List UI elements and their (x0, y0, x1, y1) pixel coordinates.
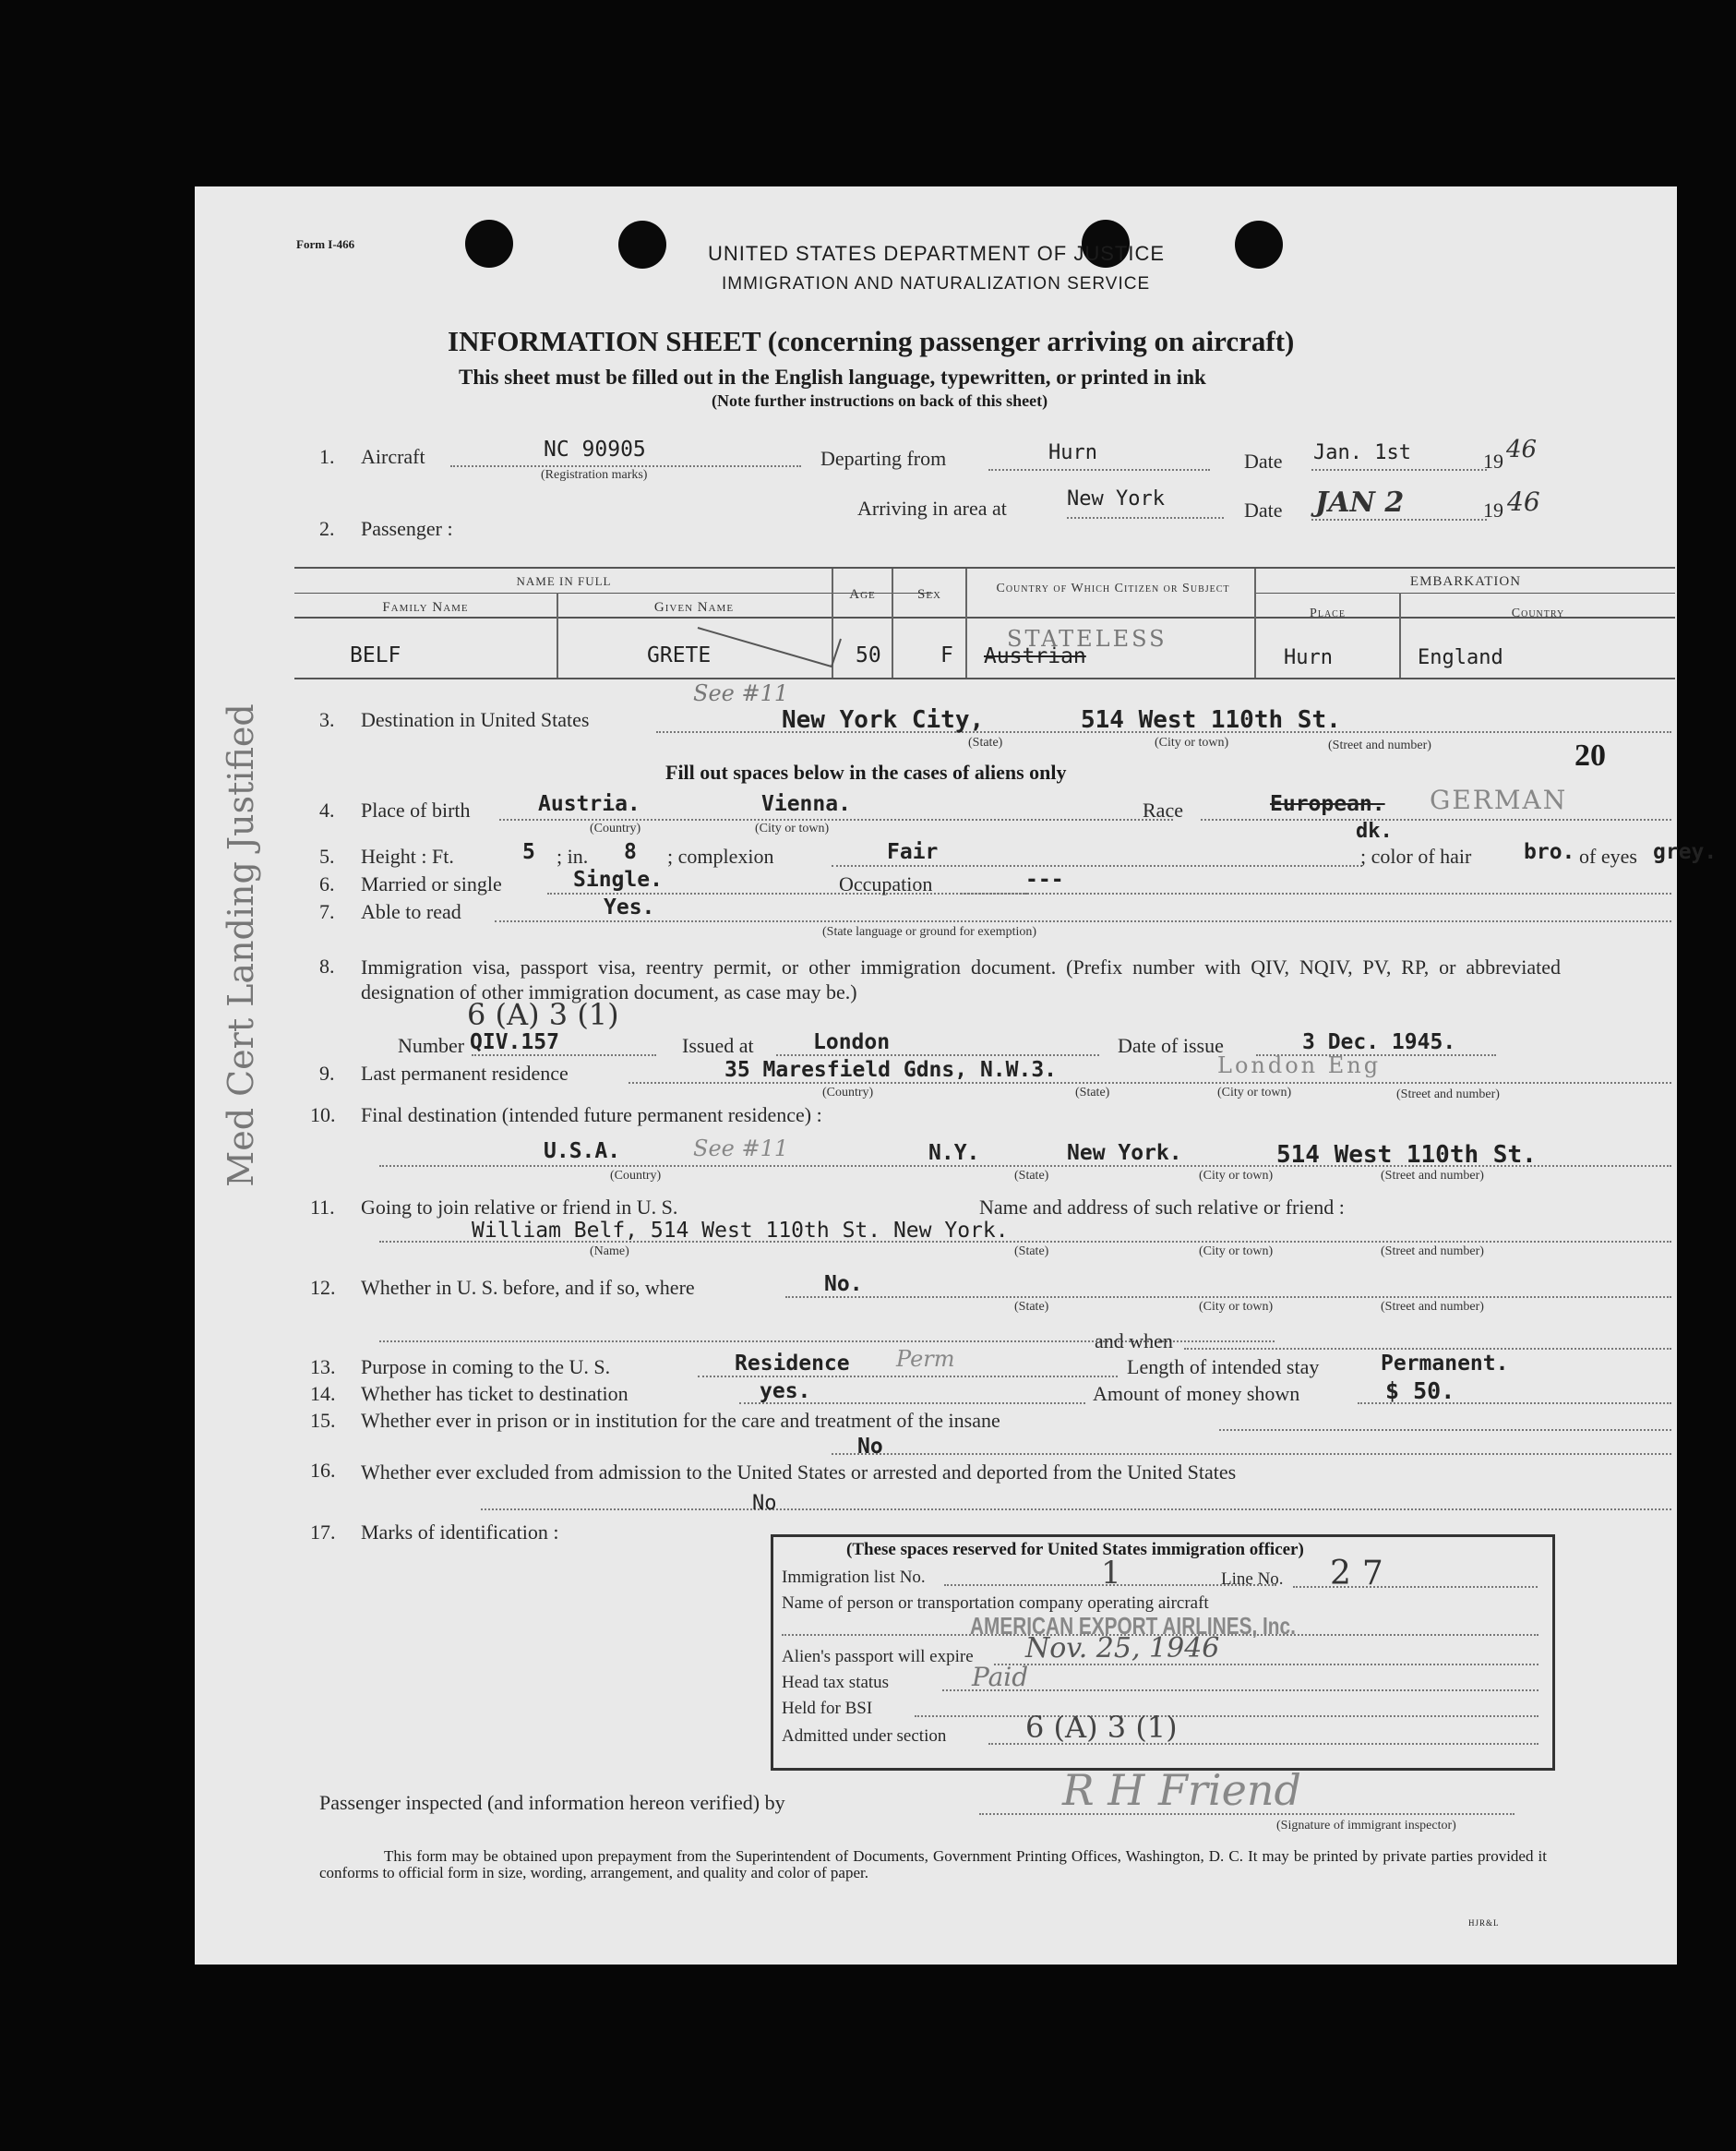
operator-stamp: AMERICAN EXPORT AIRLINES, Inc. (970, 1612, 1296, 1640)
item-number: 4. (319, 799, 335, 822)
aliens-only-heading: Fill out spaces below in the cases of aliens only (665, 761, 1067, 784)
name-in-full-header: NAME IN FULL (516, 574, 612, 588)
citizenship-header: Country of Which Citizen or Subject (996, 582, 1230, 595)
immigration-list-value: 1 (1101, 1555, 1121, 1592)
registration-marks-caption: (Registration marks) (541, 468, 648, 482)
table-header-rule (1254, 593, 1675, 594)
arriving-line (1067, 517, 1224, 519)
embark-country-value: England (1418, 646, 1503, 669)
height-ft-value: 5 (522, 840, 535, 864)
city-caption: (City or town) (1199, 1169, 1274, 1183)
margin-note: Med Cert Landing Justified (221, 703, 261, 1187)
line-no-label: Line No. (1221, 1569, 1284, 1589)
item-number: 12. (310, 1276, 336, 1299)
complexion-label: ; complexion (667, 845, 774, 868)
us-before-value: No. (824, 1272, 863, 1296)
departure-year-prefix: 19 (1483, 450, 1503, 473)
page-subtitle: This sheet must be filled out in the English language, typewritten, or printed in ink (459, 366, 1206, 389)
department-title: UNITED STATES DEPARTMENT OF JUSTICE (708, 242, 1166, 265)
read-line (495, 920, 1671, 922)
table-divider (1399, 593, 1401, 678)
race-label: Race (1143, 799, 1183, 822)
excluded-label: Whether ever excluded from admission to the United States or arrested and deported from the United States (361, 1460, 1237, 1484)
city-caption: (City or town) (755, 822, 830, 835)
line-no-value: 27 (1330, 1555, 1395, 1592)
issued-at-value: London (813, 1030, 891, 1054)
state-caption: (State) (1075, 1086, 1110, 1100)
height-label: Height : Ft. (361, 845, 454, 868)
departure-date-label: Date (1244, 450, 1283, 473)
marks-label: Marks of identification : (361, 1520, 559, 1544)
sex-value: F (940, 643, 953, 667)
eyes-value: grey. (1653, 840, 1718, 864)
destination-label: Destination in United States (361, 708, 590, 731)
visa-number-value: QIV.157 (470, 1030, 559, 1054)
arrival-date-label: Date (1244, 499, 1283, 522)
ticket-label: Whether has ticket to destination (361, 1382, 629, 1405)
given-name-header: Given Name (653, 600, 735, 615)
excluded-value: No (752, 1492, 777, 1515)
arriving-label: Arriving in area at (857, 497, 1007, 520)
passport-expire-label: Alien's passport will expire (782, 1647, 974, 1666)
name-address-label: Name and address of such relative or friend : (979, 1196, 1345, 1219)
arrival-date-value: JAN 2 (1315, 487, 1405, 519)
head-tax-value: Paid (972, 1662, 1029, 1692)
length-of-stay-label: Length of intended stay (1127, 1355, 1320, 1378)
citizenship-annotation: STATELESS (1007, 626, 1167, 652)
departing-line (988, 469, 1210, 471)
race-annotation: GERMAN (1430, 785, 1568, 815)
hair-note-value: dk. (1356, 820, 1393, 843)
visa-annotation: 6 (A) 3 (1) (467, 997, 619, 1032)
occupation-line (961, 893, 1671, 895)
final-country-value: U.S.A. (544, 1139, 621, 1163)
item-number: 15. (310, 1409, 336, 1432)
destination-annotation: See #11 (693, 680, 789, 706)
us-before-line (785, 1296, 1671, 1298)
item-number: 10. (310, 1103, 336, 1126)
race-value: European. (1270, 792, 1385, 816)
and-when-label: and when (1095, 1329, 1173, 1352)
embark-place-value: Hurn (1284, 646, 1333, 669)
age-header: Age (849, 587, 876, 602)
issued-line (776, 1054, 1099, 1056)
final-destination-label: Final destination (intended future permanent residence) : (361, 1103, 822, 1126)
prison-label: Whether ever in prison or in institution for the care and treatment of the insane (361, 1409, 1000, 1432)
page-title: INFORMATION SHEET (concerning passenger arriving on aircraft) (448, 325, 1295, 357)
punch-hole (618, 221, 666, 269)
head-tax-label: Head tax status (782, 1673, 890, 1692)
final-state-value: N.Y. (928, 1141, 980, 1165)
departing-from-value: Hurn (1048, 441, 1097, 464)
money-value: $ 50. (1385, 1377, 1455, 1404)
form-sheet (195, 186, 1718, 1965)
able-to-read-label: Able to read (361, 900, 461, 923)
number-line (472, 1054, 656, 1056)
state-caption: (State) (968, 736, 1003, 750)
corner-mark: HJR&L (1468, 1918, 1500, 1928)
operator-label: Name of person or transportation company operating aircraft (782, 1593, 1209, 1613)
name-caption: (Name) (590, 1244, 629, 1258)
visa-label: Immigration visa, passport visa, reentry permit, or other immigration document. (Prefix number with QIV, NQIV, PV, RP, or abbreviated designation of other immigration document, as case may be.) (361, 955, 1561, 1003)
item-number: 8. (319, 955, 335, 978)
form-number: Form I-466 (296, 237, 355, 251)
state-caption: (State) (1014, 1300, 1049, 1314)
table-divider (965, 569, 967, 678)
arrival-date-line (1311, 519, 1487, 521)
departure-date-line (1311, 469, 1487, 471)
and-when-line-2 (1184, 1348, 1671, 1350)
passenger-label: Passenger : (361, 517, 453, 540)
admitted-under-value: 6 (A) 3 (1) (1025, 1710, 1178, 1745)
item-number: 7. (319, 900, 335, 923)
immigration-list-label: Immigration list No. (782, 1568, 926, 1587)
held-for-bsi-label: Held for BSI (782, 1699, 873, 1718)
hair-label: ; color of hair (1360, 845, 1472, 868)
purpose-annotation: Perm (896, 1346, 955, 1372)
prison-value: No (857, 1435, 883, 1459)
purpose-label: Purpose in coming to the U. S. (361, 1355, 611, 1378)
last-residence-line (629, 1082, 1671, 1084)
passport-expire-value: Nov. 25, 1946 (1025, 1632, 1220, 1664)
language-caption: (State language or ground for exemption) (822, 925, 1037, 939)
birth-line (499, 819, 1173, 821)
hair-value: bro. (1524, 840, 1575, 864)
us-before-label: Whether in U. S. before, and if so, where (361, 1276, 695, 1299)
prison-line (1219, 1429, 1671, 1431)
final-annotation: See #11 (693, 1136, 789, 1161)
arrival-year-value: 46 (1507, 487, 1540, 517)
item-number: 3. (319, 708, 335, 731)
purpose-line (698, 1376, 1118, 1377)
city-caption: (City or town) (1199, 1244, 1274, 1258)
length-of-stay-value: Permanent. (1381, 1352, 1509, 1376)
country-caption: (Country) (822, 1086, 874, 1100)
going-to-join-label: Going to join relative or friend in U. S. (361, 1196, 678, 1219)
item-number: 5. (319, 845, 335, 868)
admitted-under-label: Admitted under section (782, 1726, 947, 1746)
number-label: Number (398, 1034, 465, 1057)
service-title: IMMIGRATION AND NATURALIZATION SERVICE (722, 274, 1151, 294)
final-city-value: New York. (1067, 1141, 1182, 1165)
aircraft-line (450, 465, 801, 467)
street-caption: (Street and number) (1381, 1300, 1484, 1314)
signature-caption: (Signature of immigrant inspector) (1276, 1819, 1456, 1833)
city-caption: (City or town) (1217, 1086, 1292, 1100)
destination-street-value: 514 West 110th St. (1081, 706, 1341, 734)
inspected-by-label: Passenger inspected (and information hereon verified) by (319, 1791, 785, 1814)
married-line (547, 893, 1027, 895)
married-value: Single. (573, 868, 663, 892)
last-residence-city: London Eng (1217, 1052, 1382, 1078)
street-caption: (Street and number) (1396, 1088, 1500, 1101)
money-label: Amount of money shown (1093, 1382, 1300, 1405)
item-number: 16. (310, 1459, 336, 1482)
city-caption: (City or town) (1199, 1300, 1274, 1314)
item-number: 9. (319, 1062, 335, 1085)
departure-date-value: Jan. 1st (1313, 441, 1411, 464)
purpose-value: Residence (735, 1352, 850, 1376)
street-caption: (Street and number) (1381, 1244, 1484, 1258)
item-number: 13. (310, 1355, 336, 1378)
place-of-birth-label: Place of birth (361, 799, 471, 822)
country-caption: (Country) (590, 822, 641, 835)
family-name-value: BELF (350, 643, 401, 667)
check-mark (693, 620, 850, 676)
city-caption: (City or town) (1155, 736, 1229, 750)
instructions-note: (Note further instructions on back of this sheet) (712, 391, 1048, 410)
last-residence-label: Last permanent residence (361, 1062, 569, 1085)
item-number: 17. (310, 1520, 336, 1544)
eyes-label: of eyes (1579, 845, 1637, 868)
country-header: Country (1511, 607, 1565, 620)
item-number: 1. (319, 445, 335, 468)
final-street-value: 514 West 110th St. (1276, 1141, 1537, 1169)
head-tax-line (942, 1689, 1538, 1691)
arriving-value: New York (1067, 487, 1165, 511)
state-caption: (State) (1014, 1169, 1049, 1183)
bsi-line (915, 1715, 1538, 1717)
state-caption: (State) (1014, 1244, 1049, 1258)
complexion-line (832, 865, 1362, 867)
able-to-read-value: Yes. (604, 895, 655, 919)
given-name-value: GRETE (647, 643, 712, 667)
complexion-value: Fair (887, 840, 939, 864)
citizenship-value: Austrian (984, 644, 1086, 668)
age-value: 50 (856, 643, 881, 667)
ticket-value: yes. (760, 1379, 811, 1403)
prison-line-2 (832, 1453, 1671, 1455)
table-top-rule (294, 567, 1675, 569)
country-caption: (Country) (610, 1169, 662, 1183)
excluded-line (481, 1508, 1671, 1510)
last-residence-value: 35 Maresfield Gdns, N.W.3. (724, 1058, 1058, 1082)
occupation-value: --- (1025, 868, 1064, 892)
aircraft-value: NC 90905 (544, 438, 646, 462)
destination-city-value: New York City, (782, 706, 985, 734)
punch-hole (465, 220, 513, 268)
inspector-signature: R H Friend (1062, 1765, 1301, 1815)
item-number: 6. (319, 872, 335, 895)
birth-city-value: Vienna. (761, 792, 851, 816)
date-of-issue-label: Date of issue (1118, 1034, 1224, 1057)
departure-year-value: 46 (1506, 436, 1538, 463)
date-of-issue-value: 3 Dec. 1945. (1302, 1030, 1456, 1054)
relative-value: William Belf, 514 West 110th St. New York. (472, 1219, 1009, 1243)
embarkation-header: EMBARKATION (1409, 574, 1522, 589)
issued-at-label: Issued at (682, 1034, 754, 1057)
place-header: Place (1310, 607, 1346, 620)
height-in-label: ; in. (557, 845, 589, 868)
family-name-header: Family Name (382, 600, 469, 615)
departing-from-label: Departing from (820, 447, 947, 470)
officer-box-title: (These spaces reserved for United States immigration officer) (846, 1540, 1304, 1559)
street-caption: (Street and number) (1328, 739, 1431, 752)
arrival-year-prefix: 19 (1483, 499, 1503, 522)
item-number: 11. (310, 1196, 335, 1219)
item-number: 14. (310, 1382, 336, 1405)
table-bottom-rule (294, 678, 1675, 679)
race-line (1201, 819, 1671, 821)
page-count-mark: 20 (1574, 739, 1606, 773)
punch-hole (1235, 221, 1283, 269)
married-label: Married or single (361, 872, 502, 895)
footer-note: This form may be obtained upon prepayment from the Superintendent of Documents, Government Printing Offices, Washington, D. C. It may be printed by private parties provided it conforms to official form in size, wording, arrangement, and quality and color of paper. (319, 1847, 1547, 1881)
street-caption: (Street and number) (1381, 1169, 1484, 1183)
aircraft-label: Aircraft (361, 445, 425, 468)
occupation-label: Occupation (839, 872, 933, 895)
sex-header: Sex (916, 587, 941, 602)
table-divider (892, 569, 893, 678)
birth-country-value: Austria. (538, 792, 641, 816)
height-in-value: 8 (624, 840, 637, 864)
item-number: 2. (319, 517, 335, 540)
